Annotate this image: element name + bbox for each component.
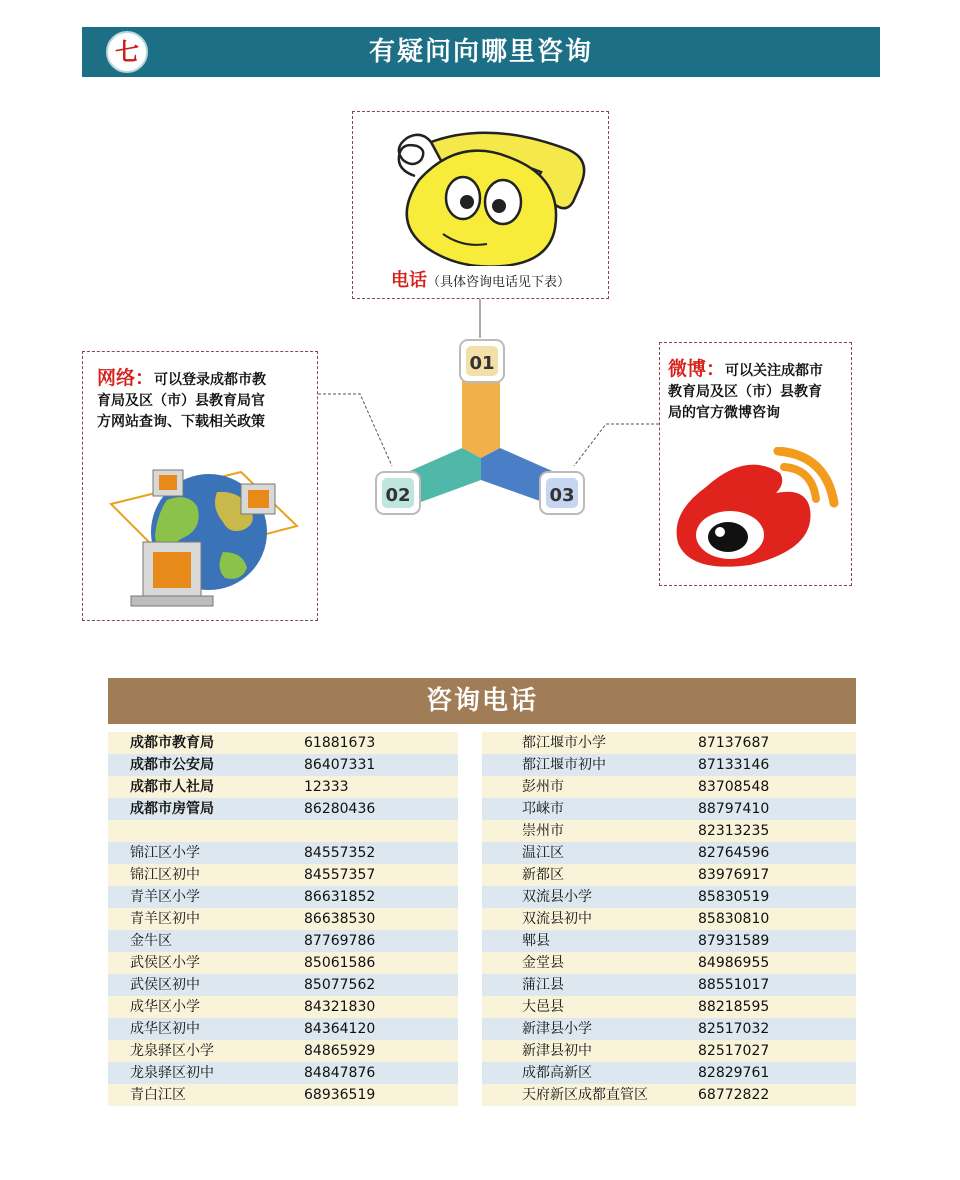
phone-number: 87931589 [698,933,770,949]
page-title: 有疑问向哪里咨询 [368,37,593,67]
phone-panel [352,111,609,299]
table-row [482,886,856,908]
hub-label-01 [460,340,504,382]
table-row [108,886,458,908]
office-name: 金牛区 [130,933,172,949]
table-row [482,952,856,974]
phone-number: 84321830 [304,999,376,1015]
network-label: 网络： [97,367,155,389]
table-row [108,732,458,754]
network-panel [82,351,318,621]
table-row [482,930,856,952]
table-row [108,864,458,886]
table-row [482,1040,856,1062]
phone-number: 88218595 [698,999,770,1015]
table-row [108,952,458,974]
office-name: 新都区 [522,867,564,883]
phone-number: 82764596 [698,845,770,861]
phone-number: 88797410 [698,801,770,817]
office-name: 大邑县 [522,999,564,1015]
phone-number: 85077562 [304,977,376,993]
phone-number: 61881673 [304,735,376,751]
phone-number: 12333 [304,779,349,795]
weibo-panel [659,342,852,586]
phone-table-header [108,678,856,724]
hub-label-03-text: 03 [549,485,575,506]
three-way-hub-icon [350,330,610,550]
office-name: 郫县 [522,933,550,949]
phone-number: 82829761 [698,1065,770,1081]
table-row [108,930,458,952]
hub-label-02-text: 02 [385,485,411,506]
table-row [108,798,458,820]
network-text [97,368,313,433]
table-row [108,842,458,864]
phone-number: 87133146 [698,757,770,773]
hub-label-02 [376,472,420,514]
table-row [108,996,458,1018]
phone-number: 86631852 [304,889,376,905]
office-name: 成都市人社局 [130,779,214,795]
office-name: 锦江区小学 [130,845,200,861]
office-name: 蒲江县 [522,977,564,993]
phone-number: 68772822 [698,1087,770,1103]
office-name: 成都市教育局 [130,735,214,751]
phone-number: 68936519 [304,1087,376,1103]
phone-number: 84557357 [304,867,376,883]
office-name: 龙泉驿区小学 [130,1043,214,1059]
table-row [482,1084,856,1106]
phone-caption [353,266,608,292]
office-name: 天府新区成都直管区 [522,1087,648,1103]
office-name: 温江区 [522,845,564,861]
table-row [482,996,856,1018]
phone-number: 82517027 [698,1043,770,1059]
table-row [108,754,458,776]
table-row [108,974,458,996]
weibo-line-2: 教育局及区（市）县教育 [668,384,822,400]
table-row [482,864,856,886]
phone-number: 86280436 [304,801,376,817]
table-row [108,1062,458,1084]
weibo-logo-icon [666,447,846,577]
phone-number: 82313235 [698,823,770,839]
phone-number: 84364120 [304,1021,376,1037]
office-name: 成华区初中 [130,1021,200,1037]
office-name: 新津县初中 [522,1043,592,1059]
hub-label-01-text: 01 [469,353,495,374]
office-name: 都江堰市初中 [522,757,606,773]
phone-number: 83708548 [698,779,770,795]
table-row [108,908,458,930]
office-name: 成都高新区 [522,1065,592,1081]
phone-number: 84986955 [698,955,770,971]
phone-table-right-column [482,732,856,1106]
office-name: 武侯区小学 [130,955,200,971]
phone-number: 84847876 [304,1065,376,1081]
table-row [482,820,856,842]
phone-note: （具体咨询电话见下表） [426,275,570,290]
table-row [108,1084,458,1106]
network-line-1: 可以登录成都市教 [154,372,267,388]
phone-number: 86638530 [304,911,376,927]
office-name: 彭州市 [522,779,564,795]
office-name: 新津县小学 [522,1021,592,1037]
office-name: 都江堰市小学 [522,735,606,751]
table-row [108,1040,458,1062]
office-name: 武侯区初中 [130,977,200,993]
office-name: 龙泉驿区初中 [130,1065,214,1081]
phone-table-left-column [108,732,458,1106]
phone-number: 84865929 [304,1043,376,1059]
weibo-label: 微博： [668,358,726,380]
table-row [482,798,856,820]
phone-table-title: 咨询电话 [425,686,538,716]
phone-number: 85830519 [698,889,770,905]
phone-label: 电话 [390,270,427,291]
phone-number: 85061586 [304,955,376,971]
office-name: 青羊区初中 [130,911,200,927]
table-row [482,842,856,864]
table-row [482,776,856,798]
globe-network-icon [91,456,311,616]
phone-number: 88551017 [698,977,770,993]
phone-number: 84557352 [304,845,376,861]
table-row [482,1062,856,1084]
office-name: 成都市公安局 [130,757,214,773]
office-name: 金堂县 [522,955,564,971]
table-row [108,820,458,842]
office-name: 成都市房管局 [130,801,214,817]
phone-number: 83976917 [698,867,770,883]
table-row [108,1018,458,1040]
weibo-line-3: 局的官方微博咨询 [668,405,780,421]
table-row [482,974,856,996]
office-name: 崇州市 [522,823,564,839]
phone-number: 87137687 [698,735,770,751]
office-name: 双流县小学 [522,889,592,905]
weibo-line-1: 可以关注成都市 [725,363,824,379]
office-name: 青白江区 [130,1087,186,1103]
hub-label-03 [540,472,584,514]
network-line-2: 育局及区（市）县教育局官 [97,393,265,409]
office-name: 青羊区小学 [130,889,200,905]
office-name: 成华区小学 [130,999,200,1015]
phone-number: 86407331 [304,757,376,773]
table-row [108,776,458,798]
phone-number: 87769786 [304,933,376,949]
table-row [482,908,856,930]
phone-number: 85830810 [698,911,770,927]
phone-number: 82517032 [698,1021,770,1037]
telephone-cartoon-icon [353,116,608,266]
weibo-text [668,359,850,424]
table-row [482,732,856,754]
office-name: 邛崃市 [522,801,564,817]
section-number-badge: 七 [106,31,148,73]
network-line-3: 方网站查询、下载相关政策 [97,414,265,430]
table-row [482,754,856,776]
office-name: 锦江区初中 [130,867,200,883]
table-row [482,1018,856,1040]
office-name: 双流县初中 [522,911,592,927]
